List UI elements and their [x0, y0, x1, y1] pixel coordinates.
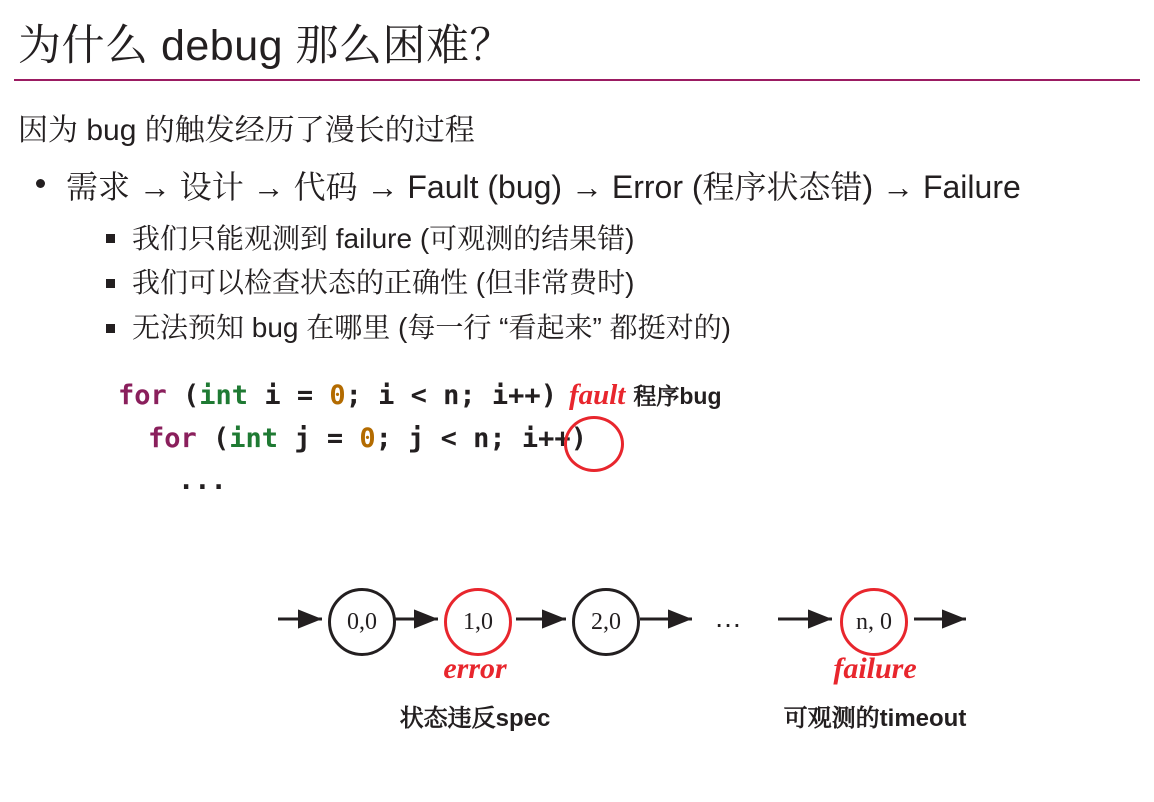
bullet-dot-icon: [36, 179, 45, 188]
code-line: [118, 418, 878, 460]
state-node-label: 2,0: [591, 608, 621, 635]
list-item: [102, 261, 1154, 306]
state-diagram: [0, 560, 1154, 760]
bullet-square-icon: [106, 324, 115, 333]
bullet-square-icon: [106, 279, 115, 288]
state-node: [328, 588, 396, 656]
code-line: [118, 373, 878, 418]
code-block: [118, 373, 878, 502]
state-node: [840, 588, 908, 656]
bullet-list-level1: [0, 167, 1154, 351]
bug-highlight-circle: [564, 416, 624, 472]
state-node: [444, 588, 512, 656]
code-text: ; j < n; i++): [375, 422, 587, 454]
state-node-label: 1,0: [463, 608, 493, 635]
bullet-label: 需求 → 设计 → 代码 → Fault (bug) → Error (程序状态错) → Failure: [66, 169, 1021, 205]
fault-annotation: fault: [568, 378, 626, 411]
diagram-arrows: [0, 560, 1154, 760]
list-item: [102, 217, 1154, 262]
state-node-label: 0,0: [347, 608, 377, 635]
diagram-ellipsis: …: [714, 602, 745, 633]
state-node: [572, 588, 640, 656]
list-item: [28, 167, 1154, 351]
page-title: 为什么 debug 那么困难？: [18, 22, 513, 70]
bullet-label: 我们只能观测到 failure (可观测的结果错): [132, 222, 635, 254]
code-punctuation: (: [166, 379, 200, 411]
lead-text: 因为 bug 的触发经历了漫长的过程: [18, 114, 475, 147]
code-punctuation: (: [196, 422, 230, 454]
code-keyword-for: for: [118, 379, 167, 411]
bullet-label: 无法预知 bug 在哪里 (每一行 “看起来” 都挺对的): [132, 312, 731, 344]
code-text: ; i < n; i++): [345, 379, 557, 411]
code-keyword-for: for: [148, 422, 197, 454]
code-line-ellipsis: ...: [178, 464, 227, 496]
list-item: [102, 306, 1154, 351]
error-tag: error: [443, 652, 507, 685]
code-number: 0: [359, 422, 376, 454]
code-text: i =: [248, 379, 330, 411]
code-type-int: int: [229, 422, 279, 454]
code-text: j =: [278, 422, 360, 454]
bullet-label: 我们可以检查状态的正确性 (但非常费时): [132, 267, 635, 299]
code-type-int: int: [199, 379, 249, 411]
fault-note: 程序bug: [633, 382, 722, 409]
code-number: 0: [329, 379, 346, 411]
error-caption: 状态违反spec: [399, 705, 551, 732]
failure-tag: failure: [833, 652, 917, 685]
bullet-list-level2: [66, 217, 1154, 351]
state-node-label: n, 0: [856, 608, 892, 635]
failure-caption: 可观测的timeout: [783, 705, 967, 732]
bullet-square-icon: [106, 234, 115, 243]
